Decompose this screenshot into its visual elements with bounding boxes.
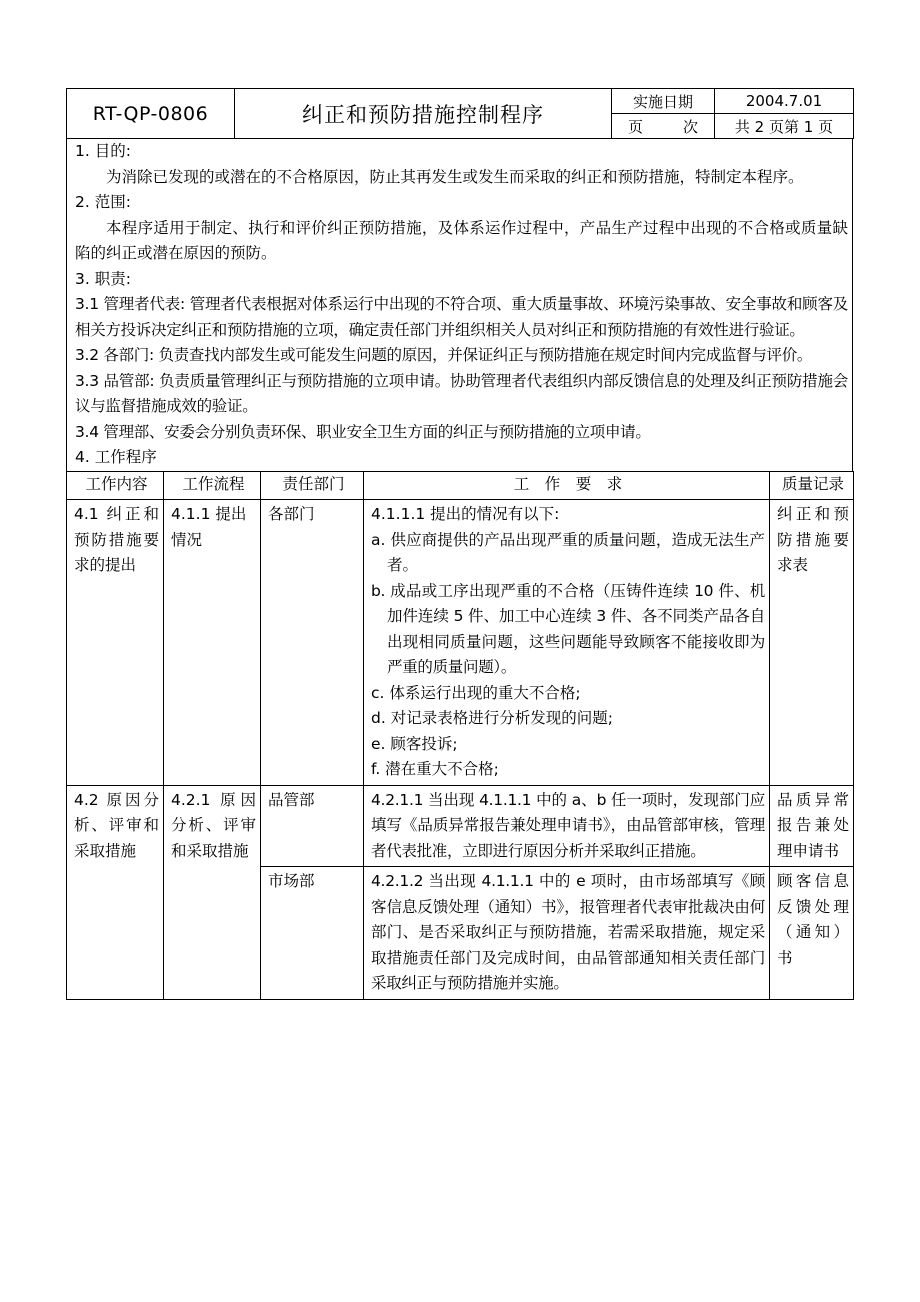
row2-content: 4.2 原因分析、评审和采取措施: [67, 785, 164, 999]
col-header-content: 工作内容: [67, 471, 164, 500]
table-row: [67, 500, 854, 786]
col-header-dept: 责任部门: [261, 471, 364, 500]
row1-req-e: e. 顾客投诉;: [371, 734, 458, 753]
col-header-record: 质量记录: [770, 471, 854, 500]
purpose-text: 为消除已发现的或潜在的不合格原因，防止其再发生或发生而采取的纠正和预防措施，特制定本程序。: [106, 167, 804, 186]
table-row: [67, 785, 854, 867]
body-text: [67, 139, 853, 472]
doc-code: RT-QP-0806: [67, 89, 235, 139]
row1-req-a: a. 供应商提供的产品出现严重的质量问题，造成无法生产者。: [371, 530, 765, 574]
page-info: 共 2 页第 1 页: [715, 114, 854, 139]
row2-record-a: 品质异常报告兼处理申请书: [770, 785, 854, 867]
page-label: [612, 114, 715, 139]
row2-dept-a: 品管部: [261, 785, 364, 867]
row1-content: 4.1 纠正和预防措施要求的提出: [67, 500, 164, 786]
procedure-table: [66, 471, 854, 1000]
scope-text: 本程序适用于制定、执行和评价纠正预防措施，及体系运作过程中，产品生产过程中出现的不合格或质量缺陷的纠正或潜在原因的预防。: [75, 218, 848, 262]
row1-req-c: c. 体系运行出现的重大不合格;: [371, 683, 581, 702]
page-label-b: 次: [683, 117, 699, 136]
duty-3-3: 3.3 品管部: 负责质量管理纠正与预防措施的立项申请。协助管理者代表组织内部反馈信息的处理及纠正预防措施会议与监督措施成效的验证。: [75, 371, 848, 415]
duty-heading: 3. 职责:: [75, 269, 131, 288]
doc-title: 纠正和预防措施控制程序: [235, 89, 612, 139]
col-header-flow: 工作流程: [164, 471, 261, 500]
impl-date-label: 实施日期: [612, 89, 715, 114]
row1-req-f: f. 潜在重大不合格;: [371, 760, 499, 778]
row2-req-b: 4.2.1.2 当出现 4.1.1.1 中的 e 项时，由市场部填写《顾客信息反馈处理（通知）书》，报管理者代表审批裁决由何部门、是否采取纠正与预防措施，若需采取措施，规定采取措施责任部门及完成时间，由品管部通知相关责任部门采取纠正与预防措施并实施。: [364, 867, 770, 1000]
row1-req-b: b. 成品或工序出现严重的不合格（压铸件连续 10 件、机加件连续 5 件、加工中心连续 3 件、各不同类产品各自出现相同质量问题，这些问题能导致顾客不能接收即为严重的质量问题）。: [371, 581, 765, 676]
row2-req-a: 4.2.1.1 当出现 4.1.1.1 中的 a、b 任一项时，发现部门应填写《品质异常报告兼处理申请书》，由品管部审核，管理者代表批准，立即进行原因分析并采取纠正措施。: [364, 785, 770, 867]
page-label-a: 页: [627, 117, 643, 136]
row1-req-d: d. 对记录表格进行分析发现的问题;: [371, 709, 613, 727]
scope-heading: 2. 范围:: [75, 193, 131, 211]
table-header-row: [67, 471, 854, 500]
row1-record: 纠正和预防措施要求表: [770, 500, 854, 786]
row1-req-intro: 4.1.1.1 提出的情况有以下:: [371, 505, 560, 523]
duty-3-2: 3.2 各部门: 负责查找内部发生或可能发生问题的原因，并保证纠正与预防措施在规定时间内完成监督与评价。: [75, 346, 813, 364]
document-frame: [66, 88, 853, 1000]
purpose-heading: 1. 目的:: [75, 142, 131, 160]
impl-date-value: 2004.7.01: [715, 89, 854, 114]
col-header-requirements: 工 作 要 求: [364, 471, 770, 500]
body-section: [66, 138, 853, 472]
row2-flow: 4.2.1 原因分析、评审和采取措施: [164, 785, 261, 999]
row1-flow: 4.1.1 提出情况: [164, 500, 261, 786]
row2-record-b: 顾客信息反馈处理（通知）书: [770, 867, 854, 1000]
duty-3-1: 3.1 管理者代表: 管理者代表根据对体系运行中出现的不符合项、重大质量事故、环境污染事故、安全事故和顾客及相关方投诉决定纠正和预防措施的立项，确定责任部门并组织相关人员对纠正和预防措施的有效性进行验证。: [75, 295, 848, 339]
row1-requirements: [364, 500, 770, 786]
row1-dept: 各部门: [261, 500, 364, 786]
duty-3-4: 3.4 管理部、安委会分别负责环保、职业安全卫生方面的纠正与预防措施的立项申请。: [75, 422, 651, 441]
procedure-heading: 4. 工作程序: [75, 448, 157, 466]
row2-dept-b: 市场部: [261, 867, 364, 1000]
document-header: [66, 88, 854, 139]
